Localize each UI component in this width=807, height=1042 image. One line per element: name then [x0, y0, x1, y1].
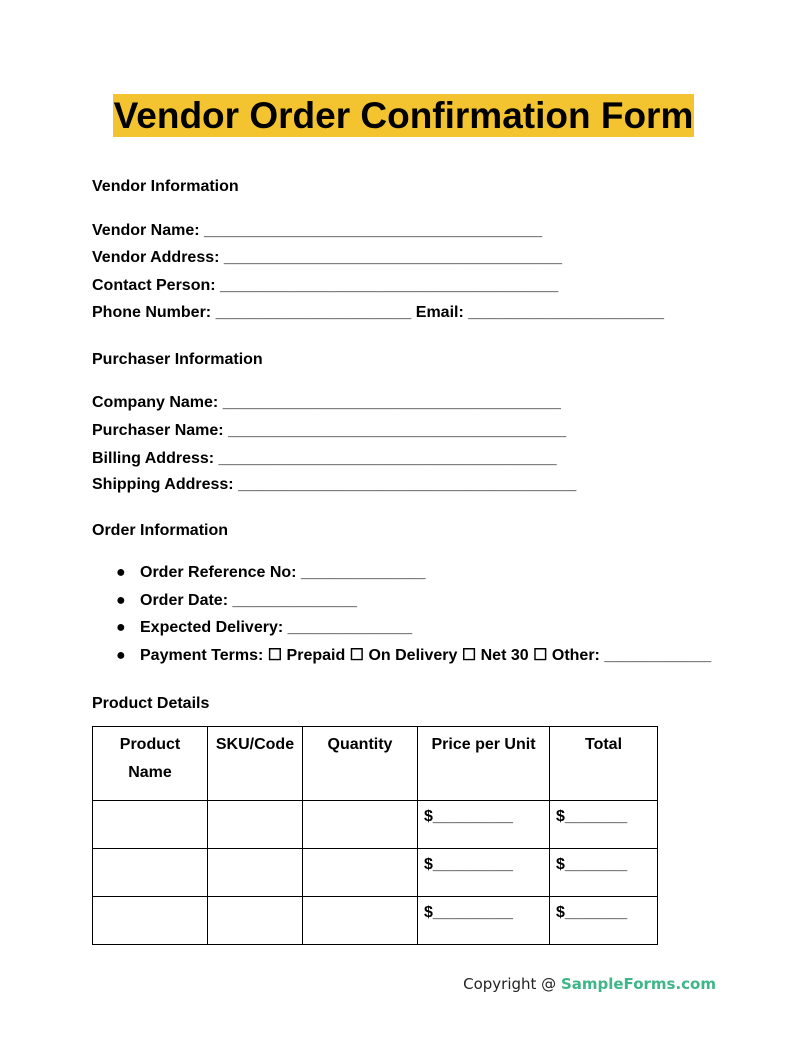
order-date-field[interactable]: Order Date: ______________	[140, 591, 358, 609]
table-cell[interactable]	[208, 801, 303, 849]
purchaser-info-heading: Purchaser Information	[92, 351, 263, 368]
bullet-icon: ●	[116, 619, 126, 637]
table-cell[interactable]: $_________	[418, 897, 550, 945]
page-title: Vendor Order Confirmation Form	[113, 95, 694, 136]
product-details-heading: Product Details	[92, 695, 210, 712]
shipping-address-field[interactable]: Shipping Address: ______________________________________	[92, 476, 577, 493]
order-reference-field[interactable]: Order Reference No: ______________	[140, 564, 426, 581]
table-cell[interactable]	[208, 849, 303, 897]
payment-terms-field[interactable]: Payment Terms: ☐ Prepaid ☐ On Delivery ☐ Net 30 ☐ Other: ____________	[140, 647, 712, 665]
column-header-price: Price per Unit	[418, 727, 550, 801]
table-cell[interactable]	[93, 801, 208, 849]
column-header-quantity: Quantity	[303, 727, 418, 801]
company-name-field[interactable]: Company Name: ______________________________________	[92, 394, 561, 411]
table-cell[interactable]: $_______	[550, 897, 658, 945]
table-row	[93, 897, 658, 945]
phone-email-field[interactable]: Phone Number: ______________________ Email: ______________________	[92, 304, 664, 321]
column-header-total: Total	[550, 727, 658, 801]
table-header-row	[93, 727, 658, 801]
list-item[interactable]	[116, 563, 711, 591]
table-cell[interactable]	[303, 849, 418, 897]
list-item[interactable]	[116, 618, 711, 646]
table-cell[interactable]	[208, 897, 303, 945]
purchaser-name-field[interactable]: Purchaser Name: ______________________________________	[92, 422, 567, 439]
copyright-text: Copyright @	[463, 975, 561, 993]
bullet-icon: ●	[116, 647, 126, 665]
list-item[interactable]	[116, 591, 711, 619]
expected-delivery-field[interactable]: Expected Delivery: ______________	[140, 619, 413, 637]
vendor-info-heading: Vendor Information	[92, 178, 239, 195]
list-item[interactable]	[116, 646, 711, 674]
brand-link[interactable]: SampleForms.com	[560, 975, 716, 993]
title-wrapper	[0, 94, 807, 137]
order-info-list	[116, 563, 711, 674]
table-cell[interactable]	[303, 897, 418, 945]
table-cell[interactable]	[93, 849, 208, 897]
copyright-footer	[463, 975, 716, 993]
table-row	[93, 801, 658, 849]
table-cell[interactable]: $_________	[418, 849, 550, 897]
table-cell[interactable]: $_________	[418, 801, 550, 849]
contact-person-field[interactable]: Contact Person: ______________________________________	[92, 277, 559, 294]
table-cell[interactable]: $_______	[550, 801, 658, 849]
column-header-product-name: Product Name	[93, 727, 208, 801]
table-cell[interactable]: $_______	[550, 849, 658, 897]
table-row	[93, 849, 658, 897]
product-table	[92, 726, 658, 945]
bullet-icon: ●	[116, 591, 126, 609]
column-header-sku: SKU/Code	[208, 727, 303, 801]
vendor-address-field[interactable]: Vendor Address: ______________________________________	[92, 249, 563, 266]
billing-address-field[interactable]: Billing Address: ______________________________________	[92, 450, 557, 467]
table-cell[interactable]	[93, 897, 208, 945]
table-cell[interactable]	[303, 801, 418, 849]
order-info-heading: Order Information	[92, 522, 229, 539]
bullet-icon: ●	[116, 564, 126, 581]
vendor-name-field[interactable]: Vendor Name: ______________________________________	[92, 222, 543, 239]
